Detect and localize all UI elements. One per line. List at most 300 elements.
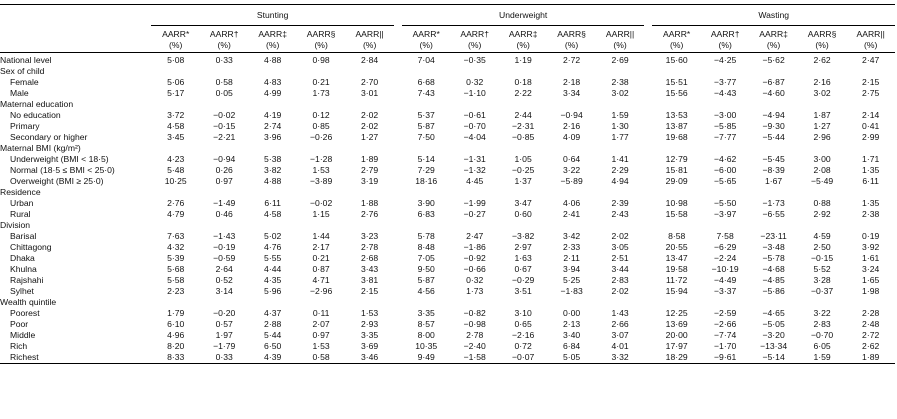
table-cell: 2·07 <box>312 319 330 329</box>
table-cell: −5·44 <box>762 132 785 142</box>
table-cell: 3·90 <box>417 198 435 208</box>
column-header <box>547 26 595 53</box>
table-cell: −4·04 <box>463 132 486 142</box>
table-cell: −2·40 <box>463 341 486 351</box>
column-header-unit: (%) <box>564 40 579 50</box>
table-cell: 2·64 <box>215 264 233 274</box>
table-cell: 4·32 <box>167 242 185 252</box>
table-cell: 6·84 <box>563 341 581 351</box>
table-cell: 0·72 <box>514 341 532 351</box>
table-cell: 3·00 <box>813 154 831 164</box>
table-cell: 2·72 <box>563 55 581 65</box>
table-cell: −0·70 <box>463 121 486 131</box>
table-cell: 2·78 <box>466 330 484 340</box>
table-cell: 0·00 <box>563 308 581 318</box>
table-cell: −1·99 <box>463 198 486 208</box>
table-cell: 0·85 <box>312 121 330 131</box>
table-cell: −1·31 <box>463 154 486 164</box>
row-label: Poorest <box>10 308 40 318</box>
table-cell: −3·89 <box>310 176 333 186</box>
table-cell: 2·02 <box>361 110 379 120</box>
table-cell: −0·20 <box>213 308 236 318</box>
table-cell: 1·67 <box>765 176 783 186</box>
table-cell: 2·83 <box>611 275 629 285</box>
table-cell: 5·96 <box>264 286 282 296</box>
table-row <box>0 319 895 330</box>
table-cell: 2·93 <box>361 319 379 329</box>
table-cell: 19·58 <box>665 264 688 274</box>
table-cell: 1·88 <box>361 198 379 208</box>
table-row <box>0 352 895 364</box>
table-cell: 13·87 <box>665 121 688 131</box>
table-cell: 3·14 <box>215 286 233 296</box>
table-cell: 19·68 <box>665 132 688 142</box>
table-cell: 2·23 <box>167 286 185 296</box>
table-cell: 3·35 <box>417 308 435 318</box>
table-cell: 2·92 <box>813 209 831 219</box>
table-cell: −1·49 <box>213 198 236 208</box>
table-cell: 2·28 <box>862 308 880 318</box>
table-cell: −2·24 <box>714 253 737 263</box>
table-cell: 4·35 <box>264 275 282 285</box>
column-header-label: AARR§ <box>807 29 837 39</box>
table-cell: −3·48 <box>762 242 785 252</box>
table-row <box>0 253 895 264</box>
group-header-wasting: Wasting <box>652 5 895 26</box>
section-row <box>0 220 895 231</box>
table-cell: 3·51 <box>514 286 532 296</box>
section-row <box>0 187 895 198</box>
table-cell: 20·00 <box>665 330 688 340</box>
table-row <box>0 165 895 176</box>
table-cell: 3·23 <box>361 231 379 241</box>
table-cell: 0·58 <box>215 77 233 87</box>
column-header-unit: (%) <box>815 40 829 50</box>
table-cell: 13·47 <box>665 253 688 263</box>
table-cell: −0·37 <box>810 286 834 296</box>
table-cell: 3·72 <box>167 110 185 120</box>
column-header-unit: (%) <box>362 40 377 50</box>
table-cell: 7·58 <box>716 231 734 241</box>
table-cell: 15·60 <box>665 55 688 65</box>
section-row <box>0 143 895 154</box>
table-cell: 0·26 <box>215 165 233 175</box>
column-header-unit: (%) <box>169 40 183 50</box>
table-cell: 3·69 <box>361 341 379 351</box>
table-cell: 3·40 <box>563 330 581 340</box>
table-cell: 12·79 <box>665 154 688 164</box>
column-header <box>200 26 248 53</box>
table-cell: 6·68 <box>417 77 435 87</box>
table-row <box>0 154 895 165</box>
table-cell: 1·98 <box>862 286 880 296</box>
table-cell: −6·55 <box>762 209 785 219</box>
table-cell: −2·59 <box>714 308 737 318</box>
section-label: Maternal education <box>0 99 74 109</box>
table-cell: 0·65 <box>514 319 532 329</box>
table-cell: 6·11 <box>862 176 879 186</box>
table-cell: 0·41 <box>862 121 880 131</box>
column-header-label: AARR† <box>710 29 740 39</box>
table-cell: −5·65 <box>714 176 737 186</box>
table-cell: 0·64 <box>563 154 581 164</box>
section-row <box>0 66 895 77</box>
table-row <box>0 53 895 67</box>
table-cell: 1·41 <box>611 154 629 164</box>
table-cell: 10·35 <box>415 341 438 351</box>
table-cell: 15·81 <box>665 165 688 175</box>
table-cell: 7·29 <box>417 165 435 175</box>
table-cell: 3·46 <box>345 352 394 364</box>
table-cell: −5·50 <box>714 198 737 208</box>
table-cell: −5·14 <box>749 352 797 364</box>
column-header-unit: (%) <box>766 40 781 50</box>
table-cell: −5·78 <box>762 253 785 263</box>
table-cell: 6·83 <box>417 209 435 219</box>
table-cell: −5·49 <box>810 176 834 186</box>
table-cell: 0·46 <box>215 209 233 219</box>
column-header <box>596 26 645 53</box>
table-cell: 2·48 <box>862 319 880 329</box>
table-cell: −0·85 <box>512 132 535 142</box>
table-cell: 2·83 <box>813 319 831 329</box>
table-cell: 4·83 <box>264 77 282 87</box>
row-label: Poor <box>10 319 29 329</box>
table-cell: −6·87 <box>762 77 785 87</box>
table-cell: 3·45 <box>167 132 185 142</box>
table-cell: 13·69 <box>665 319 688 329</box>
table-cell: −3·97 <box>714 209 737 219</box>
table-cell: 2·41 <box>563 209 581 219</box>
table-cell: −0·82 <box>463 308 486 318</box>
table-cell: 4·45 <box>466 176 484 186</box>
table-body <box>0 53 895 364</box>
table-row <box>0 231 895 242</box>
section-row <box>0 99 895 110</box>
table-cell: 9·49 <box>402 352 450 364</box>
table-cell: 4·71 <box>312 275 330 285</box>
table-cell: 5·02 <box>264 231 282 241</box>
table-cell: −0·66 <box>463 264 486 274</box>
table-cell: −1·32 <box>463 165 486 175</box>
table-cell: 3·02 <box>611 88 629 98</box>
column-header-label: AARR§ <box>306 29 336 39</box>
table-cell: 3·44 <box>611 264 629 274</box>
table-cell: −4·68 <box>762 264 785 274</box>
table-cell: 8·00 <box>417 330 435 340</box>
table-cell: −1·79 <box>213 341 236 351</box>
table-cell: −8·39 <box>762 165 785 175</box>
table-cell: 1·27 <box>361 132 379 142</box>
table-cell: 4·99 <box>264 88 282 98</box>
table-cell: 9·50 <box>417 264 435 274</box>
table-cell: 4·19 <box>264 110 282 120</box>
row-label: No education <box>10 110 61 120</box>
table-cell: 2·47 <box>862 55 880 65</box>
column-header-label: AARR* <box>162 29 190 39</box>
table-cell: −1·70 <box>714 341 737 351</box>
table-cell: 15·51 <box>665 77 688 87</box>
table-cell: 1·65 <box>862 275 880 285</box>
table-cell: 4·39 <box>248 352 296 364</box>
table-cell: 5·44 <box>264 330 282 340</box>
table-cell: 7·43 <box>417 88 435 98</box>
row-label: National level <box>0 55 52 65</box>
column-header-unit: (%) <box>467 40 482 50</box>
table-cell: 1·97 <box>215 330 233 340</box>
table-cell: 2·47 <box>466 231 484 241</box>
row-label: Middle <box>10 330 36 340</box>
table-cell: 0·98 <box>312 55 330 65</box>
table-cell: 5·68 <box>167 264 185 274</box>
table-cell: 1·19 <box>514 55 532 65</box>
table-cell: 4·23 <box>167 154 185 164</box>
row-label: Khulna <box>10 264 37 274</box>
column-header-label: AARR|| <box>605 29 635 39</box>
row-label: Overweight (BMI ≥ 25·0) <box>10 176 104 186</box>
table-cell: 0·67 <box>514 264 532 274</box>
column-header-label: AARR* <box>412 29 440 39</box>
table-cell: 15·56 <box>665 88 688 98</box>
table-cell: 0·52 <box>215 275 233 285</box>
table-cell: 3·10 <box>514 308 532 318</box>
table-cell: 0·87 <box>312 264 330 274</box>
table-cell: 5·87 <box>417 121 435 131</box>
column-header-unit: (%) <box>669 40 684 50</box>
table-row <box>0 132 895 143</box>
table-cell: 2·33 <box>563 242 581 252</box>
table-cell: 3·05 <box>611 242 629 252</box>
table-cell: −0·26 <box>310 132 333 142</box>
table-cell: 1·79 <box>167 308 185 318</box>
table-row <box>0 110 895 121</box>
column-header <box>798 26 846 53</box>
table-cell: −9·61 <box>701 352 749 364</box>
table-cell: −4·60 <box>762 88 785 98</box>
table-cell: −5·05 <box>762 319 785 329</box>
table-cell: 1·30 <box>611 121 629 131</box>
table-cell: 0·97 <box>312 330 330 340</box>
section-label: Sex of child <box>0 66 45 76</box>
row-label: Secondary or higher <box>10 132 88 142</box>
column-header-unit: (%) <box>516 40 530 50</box>
row-label: Underweight (BMI < 18·5) <box>10 154 109 164</box>
table-cell: −5·85 <box>714 121 737 131</box>
table-cell: −7·74 <box>714 330 737 340</box>
table-cell: −5·86 <box>762 286 785 296</box>
table-cell: 3·22 <box>563 165 581 175</box>
table-cell: 2·16 <box>563 121 581 131</box>
table-cell: −0·35 <box>463 55 486 65</box>
table-cell: 2·17 <box>312 242 330 252</box>
table-cell: 4·59 <box>813 231 831 241</box>
table-cell: −3·00 <box>714 110 737 120</box>
table-cell: 2·62 <box>862 341 880 351</box>
table-cell: 2·11 <box>563 253 580 263</box>
table-cell: 3·43 <box>361 264 379 274</box>
table-cell: −9·30 <box>762 121 785 131</box>
table-cell: 5·58 <box>167 275 185 285</box>
table-cell: 4·94 <box>611 176 629 186</box>
row-label: Normal (18·5 ≤ BMI < 25·0) <box>10 165 115 175</box>
table-cell: 1·53 <box>312 165 330 175</box>
table-cell: 5·39 <box>167 253 185 263</box>
table-cell: 3·47 <box>514 198 532 208</box>
table-cell: 3·01 <box>361 88 379 98</box>
table-cell: 5·37 <box>417 110 435 120</box>
table-cell: 3·82 <box>264 165 282 175</box>
table-cell: 1·73 <box>466 286 484 296</box>
table-cell: 1·27 <box>813 121 831 131</box>
table-cell: −5·45 <box>762 154 785 164</box>
table-cell: −0·15 <box>213 121 236 131</box>
table-cell: −6·29 <box>714 242 737 252</box>
column-header-unit: (%) <box>863 40 878 50</box>
table-cell: 5·06 <box>167 77 185 87</box>
table-cell: 5·14 <box>417 154 435 164</box>
table-cell: 17·97 <box>665 341 688 351</box>
table-cell: 3·34 <box>563 88 581 98</box>
table-row <box>0 77 895 88</box>
table-cell: 11·72 <box>666 275 688 285</box>
table-row <box>0 198 895 209</box>
table-cell: −0·15 <box>810 253 834 263</box>
table-cell: 0·57 <box>215 319 233 329</box>
table-cell: 2·76 <box>361 209 379 219</box>
column-header-unit: (%) <box>217 40 231 50</box>
table-cell: 4·88 <box>264 176 282 186</box>
row-label: Rich <box>10 341 28 351</box>
column-header-label: AARR|| <box>856 29 885 39</box>
row-label: Primary <box>10 121 40 131</box>
table-cell: 2·43 <box>611 209 629 219</box>
table-cell: 1·37 <box>514 176 532 186</box>
table-cell: 3·42 <box>563 231 581 241</box>
table-cell: 3·02 <box>813 88 831 98</box>
table-cell: 2·96 <box>813 132 831 142</box>
table-cell: 1·71 <box>862 154 880 164</box>
column-header-unit: (%) <box>265 40 280 50</box>
table-cell: 8·48 <box>417 242 435 252</box>
table-cell: 2·68 <box>361 253 379 263</box>
table-cell: 7·63 <box>167 231 185 241</box>
table-cell: 10·98 <box>665 198 688 208</box>
table-cell: 7·05 <box>417 253 435 263</box>
table-cell: 13·53 <box>665 110 688 120</box>
column-header-unit: (%) <box>419 40 433 50</box>
table-cell: 2·15 <box>862 77 880 87</box>
table-cell: −0·94 <box>213 154 236 164</box>
column-header <box>151 26 199 53</box>
table-cell: 0·60 <box>514 209 532 219</box>
table-cell: 0·18 <box>514 77 532 87</box>
table-cell: 3·96 <box>264 132 282 142</box>
column-header-unit: (%) <box>718 40 732 50</box>
table-cell: 2·51 <box>611 253 629 263</box>
column-header <box>248 26 296 53</box>
table-cell: 20·55 <box>665 242 688 252</box>
column-header <box>402 26 450 53</box>
table-cell: 3·35 <box>361 330 379 340</box>
column-header-unit: (%) <box>314 40 328 50</box>
table-cell: 3·22 <box>813 308 831 318</box>
table-cell: −0·98 <box>463 319 486 329</box>
table-cell: 6·05 <box>813 341 831 351</box>
table-cell: 2·76 <box>167 198 185 208</box>
table-cell: −0·59 <box>213 253 236 263</box>
table-cell: 2·15 <box>361 286 379 296</box>
table-row <box>0 308 895 319</box>
table-cell: 8·58 <box>668 231 686 241</box>
table-cell: −3·37 <box>714 286 737 296</box>
table-cell: 6·50 <box>264 341 282 351</box>
column-header-row <box>0 26 895 53</box>
table-cell: 3·81 <box>361 275 379 285</box>
table-cell: 2·16 <box>813 77 831 87</box>
table-cell: −2·21 <box>213 132 236 142</box>
table-header <box>0 5 895 53</box>
aarr-table <box>0 4 895 364</box>
row-label: Dhaka <box>10 253 35 263</box>
table-cell: 5·38 <box>264 154 282 164</box>
table-cell: −3·77 <box>714 77 737 87</box>
table-cell: −0·19 <box>213 242 236 252</box>
column-header-label: AARR‡ <box>759 29 788 39</box>
table-cell: 2·38 <box>862 209 880 219</box>
table-cell: 5·17 <box>167 88 185 98</box>
table-cell: 5·08 <box>167 55 185 65</box>
table-cell: 1·53 <box>361 308 379 318</box>
table-cell: 1·44 <box>312 231 330 241</box>
column-header-label: AARR† <box>460 29 489 39</box>
table-cell: 0·33 <box>215 55 233 65</box>
table-cell: 0·12 <box>312 110 330 120</box>
table-cell: −23·11 <box>760 231 787 241</box>
table-cell: 5·05 <box>547 352 595 364</box>
table-cell: 1·77 <box>611 132 629 142</box>
table-cell: 3·19 <box>361 176 379 186</box>
table-cell: 0·11 <box>312 308 330 318</box>
column-header-label: AARR* <box>663 29 691 39</box>
table-cell: −0·29 <box>512 275 535 285</box>
table-cell: 2·97 <box>514 242 532 252</box>
table-cell: 6·11 <box>264 198 281 208</box>
table-cell: 2·72 <box>862 330 880 340</box>
table-cell: 2·50 <box>813 242 831 252</box>
table-cell: −1·43 <box>213 231 236 241</box>
table-cell: 5·78 <box>417 231 435 241</box>
group-header-stunting: Stunting <box>151 5 393 26</box>
table-row <box>0 275 895 286</box>
column-header <box>450 26 498 53</box>
table-cell: 1·43 <box>611 308 629 318</box>
table-cell: 1·89 <box>846 352 895 364</box>
table-row <box>0 209 895 220</box>
table-cell: −1·83 <box>560 286 583 296</box>
group-header-underweight: Underweight <box>402 5 644 26</box>
table-cell: 10·25 <box>164 176 187 186</box>
table-cell: 1·35 <box>862 198 880 208</box>
table-cell: −4·43 <box>714 88 737 98</box>
row-label: Male <box>10 88 29 98</box>
table-cell: −4·62 <box>714 154 737 164</box>
table-cell: 2·79 <box>361 165 379 175</box>
section-label: Division <box>0 220 31 230</box>
table-row <box>0 121 895 132</box>
table-cell: 1·35 <box>862 165 880 175</box>
table-cell: −2·96 <box>310 286 333 296</box>
table-cell: −1·58 <box>450 352 498 364</box>
